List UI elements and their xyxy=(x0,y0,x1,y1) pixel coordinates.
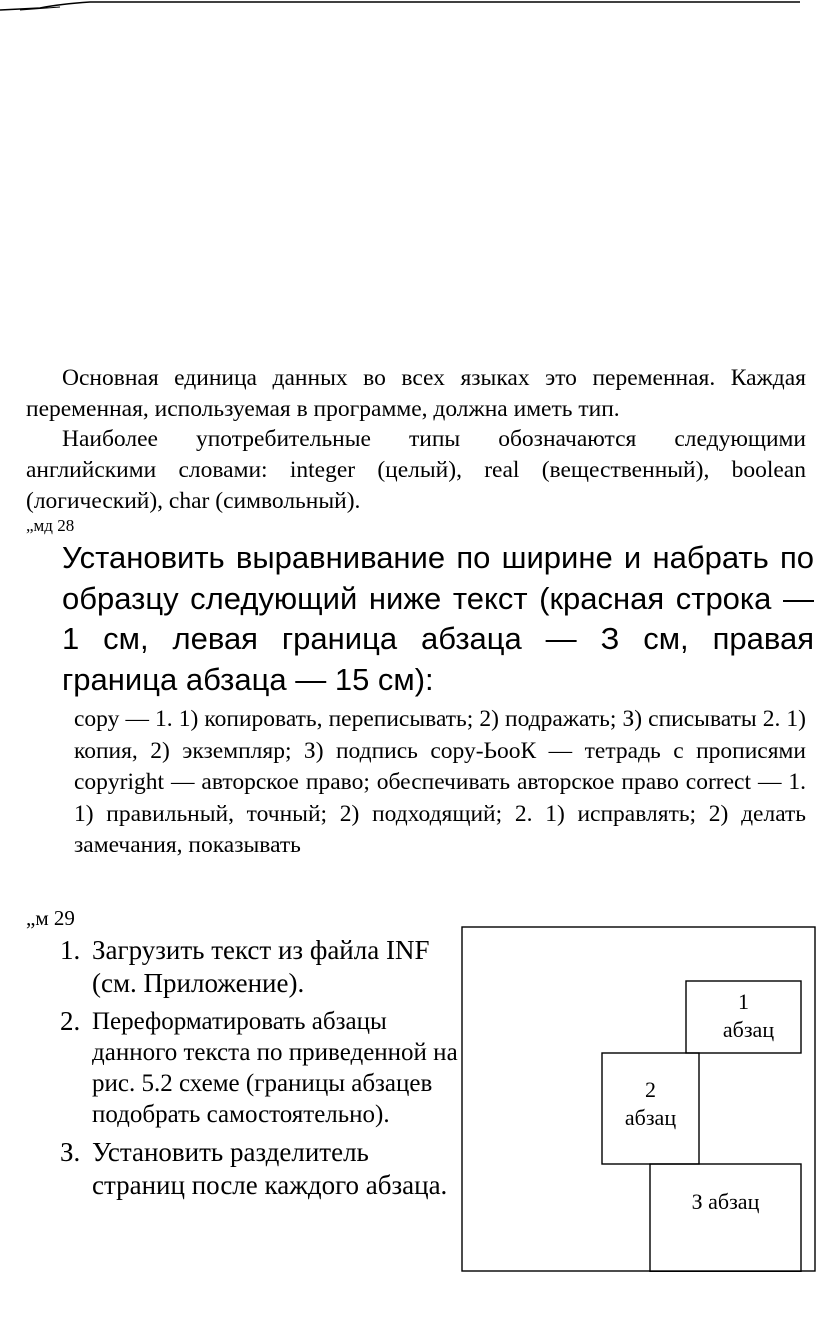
box-paragraph-3 xyxy=(650,1164,801,1272)
box1-number: 1 xyxy=(738,989,749,1014)
step-number: З. xyxy=(60,1137,81,1167)
top-rule xyxy=(0,0,816,12)
paragraph-variable: Основная единица данных во всех языках это переменная. Каждая переменная, используемая в программе, должна иметь тип. xyxy=(26,365,806,422)
task-instruction: Установить выравнивание по ширине и набрать по образцу следующий ниже текст (красная строка — 1 см, левая граница абзаца — З см, правая граница абзаца — 15 см): xyxy=(62,540,814,697)
step-item xyxy=(60,934,460,1000)
label-m29: „м 29 xyxy=(26,906,75,930)
steps-list xyxy=(60,934,460,1208)
step-text: Переформатировать абзацы данного текста по приведенной на рис. 5.2 схеме (границы абзацев подобрать самостоятельно). xyxy=(92,1008,458,1128)
box1-word: абзац xyxy=(722,1017,775,1042)
step-text: Загрузить текст из файла INF (см. Приложение). xyxy=(92,935,430,998)
step-text: Установить разделитель страниц после каждого абзаца. xyxy=(92,1137,448,1200)
box2-number: 2 xyxy=(645,1077,656,1102)
step-item xyxy=(60,1136,460,1202)
box2-label xyxy=(602,1076,699,1132)
step-number: 1. xyxy=(60,935,81,965)
paragraph-types: Наиболее употребительные типы обозначаются следующими английскими словами: integer (целый), real (вещественный), boolean (логический), char (символьный). xyxy=(26,426,806,514)
box2-word: абзац xyxy=(624,1105,677,1130)
label-md28: „мд 28 xyxy=(26,516,75,535)
dictionary-text: сору — 1. 1) копировать, переписывать; 2) подражать; З) списываты 2. 1) копия, 2) экземпляр; З) подпись сору-ЬооК — тетрадь с прописями copyright — авторское право; обеспечивать авторское право correct — 1. 1) правильный, точный; 2) подходящий; 2. 1) исправлять; 2) делать замечания, показывать xyxy=(74,706,806,858)
paragraph-scheme-figure xyxy=(461,926,816,1272)
box3-text: З абзац xyxy=(691,1189,760,1214)
step-number: 2. xyxy=(60,1006,81,1036)
box1-label xyxy=(686,988,801,1044)
box3-label xyxy=(650,1188,801,1216)
step-item xyxy=(60,1006,460,1130)
